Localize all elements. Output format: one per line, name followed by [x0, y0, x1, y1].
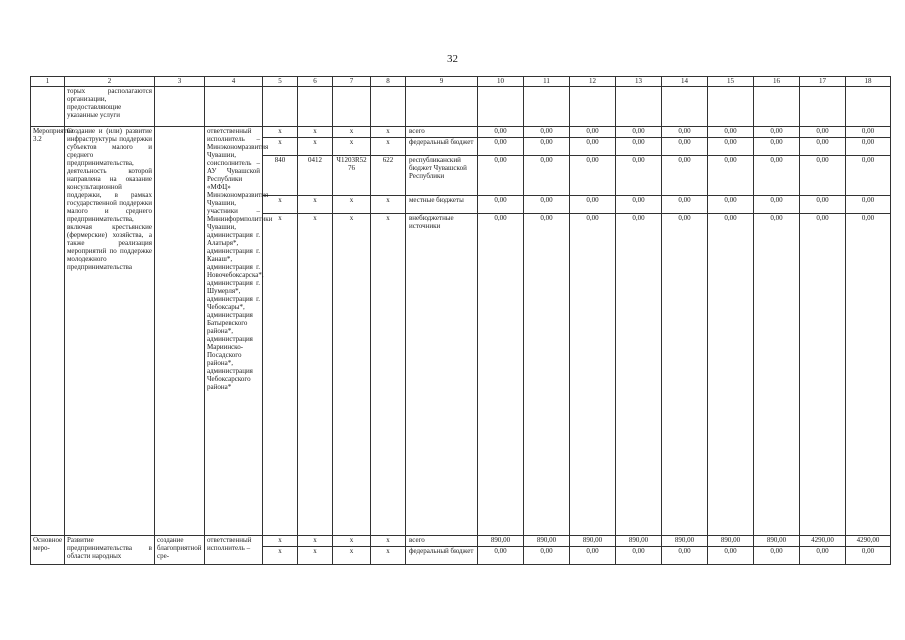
cell-value: 0,00 — [662, 214, 708, 536]
cell-value: 890,00 — [616, 536, 662, 547]
cell-value: 0,00 — [616, 196, 662, 214]
cell-target: x — [333, 196, 371, 214]
cell-exp-type: x — [371, 214, 406, 536]
cell-source: внебюджетные источники — [406, 214, 478, 536]
cell-value: 0,00 — [478, 127, 524, 138]
cell-value: 890,00 — [524, 536, 570, 547]
cell-target: x — [333, 127, 371, 138]
column-number-row — [31, 77, 891, 87]
cell-value: 0,00 — [800, 547, 846, 565]
cell-value: 0,00 — [800, 214, 846, 536]
cell-value: 0,00 — [708, 547, 754, 565]
cell-value: 0,00 — [616, 214, 662, 536]
cell-value: 0,00 — [846, 156, 891, 196]
cell-target: x — [333, 138, 371, 156]
col-header: 18 — [846, 77, 891, 87]
cell-value: 0,00 — [524, 547, 570, 565]
cell-target: x — [333, 214, 371, 536]
measure-name: Создание и (или) развитие инфраструктуры поддержки субъектов малого и среднего предпринимательства, деятельность которой направлена на оказание консультационной поддержки, в рамках государственной поддержки малого и среднего предпринимательства, включая крестьянские (фермерские) хозяйства, а также реализация мероприятий по поддержке молодежного предпринимательства — [65, 127, 155, 536]
cell-name: торых располагаются организации, предоставляющие указанные услуги — [65, 87, 155, 127]
cell-grbs: x — [263, 127, 298, 138]
cell-target: Ч1203R5276 — [333, 156, 371, 196]
col-header: 12 — [570, 77, 616, 87]
cell-value: 0,00 — [616, 547, 662, 565]
cell-value: 0,00 — [754, 138, 800, 156]
cell-exp-type: 622 — [371, 156, 406, 196]
cell-exp-type: x — [371, 547, 406, 565]
cell-value: 0,00 — [524, 127, 570, 138]
measure-executor: ответственный исполнитель – — [205, 536, 263, 565]
cell-value: 0,00 — [616, 156, 662, 196]
col-header: 14 — [662, 77, 708, 87]
table-row — [31, 127, 891, 138]
cell-value: 0,00 — [846, 196, 891, 214]
cell-value: 0,00 — [478, 156, 524, 196]
cell-value: 0,00 — [570, 156, 616, 196]
cell-grbs: x — [263, 536, 298, 547]
measure-goal: создание благоприятной сре- — [155, 536, 205, 565]
cell-value: 0,00 — [524, 196, 570, 214]
cell-exp-type: x — [371, 138, 406, 156]
cell-value: 0,00 — [708, 156, 754, 196]
cell-value: 0,00 — [524, 156, 570, 196]
cell-value: 0,00 — [754, 156, 800, 196]
cell-value: 0,00 — [708, 127, 754, 138]
col-header: 3 — [155, 77, 205, 87]
cell-value: 0,00 — [570, 214, 616, 536]
cell-section: x — [298, 138, 333, 156]
cell-value: 0,00 — [708, 196, 754, 214]
col-header: 13 — [616, 77, 662, 87]
cell-value: 0,00 — [800, 196, 846, 214]
cell-value: 0,00 — [800, 127, 846, 138]
cell-value: 0,00 — [754, 214, 800, 536]
cell-value: 0,00 — [754, 196, 800, 214]
cell-source: федеральный бюджет — [406, 547, 478, 565]
measure-name: Развитие предпринимательства в области народных — [65, 536, 155, 565]
col-header: 9 — [406, 77, 478, 87]
cell-value: 0,00 — [846, 138, 891, 156]
col-header: 1 — [31, 77, 65, 87]
cell-value: 4290,00 — [800, 536, 846, 547]
col-header: 4 — [205, 77, 263, 87]
cell-section: x — [298, 214, 333, 536]
table-row — [31, 87, 891, 127]
col-header: 7 — [333, 77, 371, 87]
program-table — [30, 76, 891, 565]
cell-value: 4290,00 — [846, 536, 891, 547]
col-header: 6 — [298, 77, 333, 87]
cell-source: республиканский бюджет Чувашской Республики — [406, 156, 478, 196]
col-header: 2 — [65, 77, 155, 87]
cell-grbs: 840 — [263, 156, 298, 196]
cell-value: 0,00 — [708, 214, 754, 536]
cell-value: 0,00 — [846, 547, 891, 565]
col-header: 8 — [371, 77, 406, 87]
cell-target: x — [333, 547, 371, 565]
cell-value: 0,00 — [570, 138, 616, 156]
cell-value: 0,00 — [754, 547, 800, 565]
cell-value: 0,00 — [570, 547, 616, 565]
cell-value: 890,00 — [662, 536, 708, 547]
cell-value: 0,00 — [616, 138, 662, 156]
cell-value: 0,00 — [570, 127, 616, 138]
cell-target: x — [333, 536, 371, 547]
cell-grbs: x — [263, 547, 298, 565]
cell-value: 0,00 — [800, 138, 846, 156]
col-header: 11 — [524, 77, 570, 87]
cell-value: 0,00 — [708, 138, 754, 156]
measure-executor: ответственный исполнитель – Минэкономразвития Чувашии, соисполнитель – АУ Чувашской Республики «МФЦ» Минэкономразвития Чувашии, участники – Мининформполитики Чувашии, администрация г. Алатыря*, администрация г. Канаш*, администрация г. Новочебоксарска*, администрация г. Шумерля*, администрация г. Чебоксары*, администрация Батыревского района*, администрация Мариинско-Посадского района*, администрация Чебоксарского района* — [205, 127, 263, 536]
cell-value: 0,00 — [846, 214, 891, 536]
cell-exp-type: x — [371, 127, 406, 138]
cell-value: 890,00 — [708, 536, 754, 547]
cell-value: 0,00 — [662, 138, 708, 156]
cell-value: 0,00 — [478, 196, 524, 214]
cell-value: 0,00 — [478, 138, 524, 156]
cell-value: 0,00 — [616, 127, 662, 138]
cell-value: 0,00 — [478, 547, 524, 565]
cell-value: 0,00 — [570, 196, 616, 214]
cell-source: федеральный бюджет — [406, 138, 478, 156]
col-header: 10 — [478, 77, 524, 87]
cell-value: 890,00 — [570, 536, 616, 547]
cell-source: всего — [406, 536, 478, 547]
cell-value: 0,00 — [478, 214, 524, 536]
cell-value: 0,00 — [662, 196, 708, 214]
col-header: 17 — [800, 77, 846, 87]
cell-value: 0,00 — [800, 156, 846, 196]
cell-value: 0,00 — [524, 138, 570, 156]
cell-value: 890,00 — [754, 536, 800, 547]
cell-value: 890,00 — [478, 536, 524, 547]
cell-grbs: x — [263, 214, 298, 536]
cell-value: 0,00 — [662, 547, 708, 565]
cell-value: 0,00 — [524, 214, 570, 536]
col-header: 16 — [754, 77, 800, 87]
cell-value: 0,00 — [846, 127, 891, 138]
page-number: 32 — [447, 53, 458, 65]
cell-section: 0412 — [298, 156, 333, 196]
cell-value: 0,00 — [662, 156, 708, 196]
col-header: 5 — [263, 77, 298, 87]
cell-exp-type: x — [371, 196, 406, 214]
col-header: 15 — [708, 77, 754, 87]
cell-section: x — [298, 196, 333, 214]
cell-section: x — [298, 547, 333, 565]
cell-section: x — [298, 127, 333, 138]
cell-value: 0,00 — [662, 127, 708, 138]
cell-value: 0,00 — [754, 127, 800, 138]
table-row — [31, 536, 891, 547]
cell-exp-type: x — [371, 536, 406, 547]
measure-code: Мероприятие 3.2 — [31, 127, 65, 536]
cell-grbs: x — [263, 138, 298, 156]
cell-grbs: x — [263, 196, 298, 214]
measure-code: Основное меро- — [31, 536, 65, 565]
cell-source: всего — [406, 127, 478, 138]
cell-section: x — [298, 536, 333, 547]
cell-source: местные бюджеты — [406, 196, 478, 214]
